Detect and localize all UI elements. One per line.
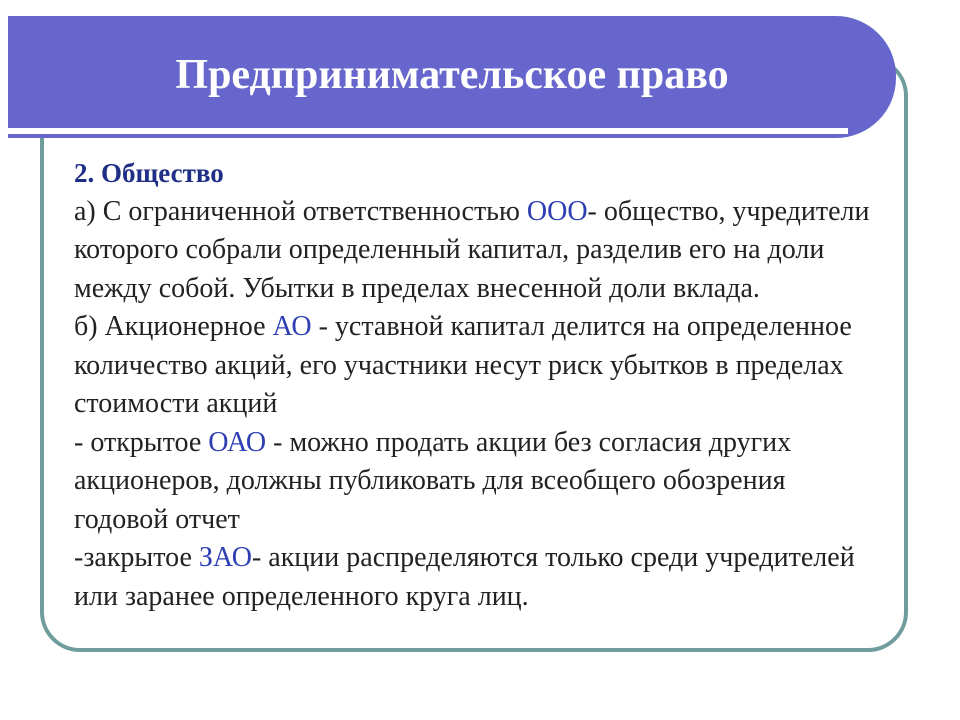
title-underline	[8, 128, 848, 134]
abbr-ooo: ООО	[526, 195, 588, 227]
abbr-zao: ЗАО	[198, 542, 252, 573]
paragraph-ooo	[74, 193, 884, 309]
paragraph-oao-text: - можно продать акции без согласия других акционеров, должны публиковать для всеобщего обозрения годовой отчет	[74, 426, 792, 535]
paragraph-ao	[74, 308, 884, 424]
slide-title: Предпринимательское право	[175, 52, 729, 98]
paragraph-oao	[74, 424, 884, 540]
paragraph-zao	[74, 539, 884, 616]
paragraph-ao-text: - уставной капитал делится на определенное количество акций, его участники несут риск убытков в пределах стоимости акций	[74, 311, 852, 419]
paragraph-zao-text: - акции распределяются только среди учредителей или заранее определенного круга лиц.	[74, 542, 855, 612]
paragraph-ooo-text: - общество, учредители которого собрали определенный капитал, разделив его на доли между собой. Убытки в пределах внесенной доли вклада.	[74, 195, 870, 304]
abbr-ao: АО	[272, 311, 312, 342]
abbr-oao: ОАО	[208, 426, 267, 458]
section-heading: 2. Общество	[74, 158, 224, 188]
paragraph-ooo-prefix: а) С ограниченной ответственностью	[74, 195, 527, 227]
paragraph-zao-prefix: -закрытое	[74, 542, 199, 573]
slide-body	[74, 154, 884, 616]
paragraph-ao-prefix: б) Акционерное	[74, 311, 273, 342]
paragraph-oao-prefix: - открытое	[74, 426, 209, 458]
